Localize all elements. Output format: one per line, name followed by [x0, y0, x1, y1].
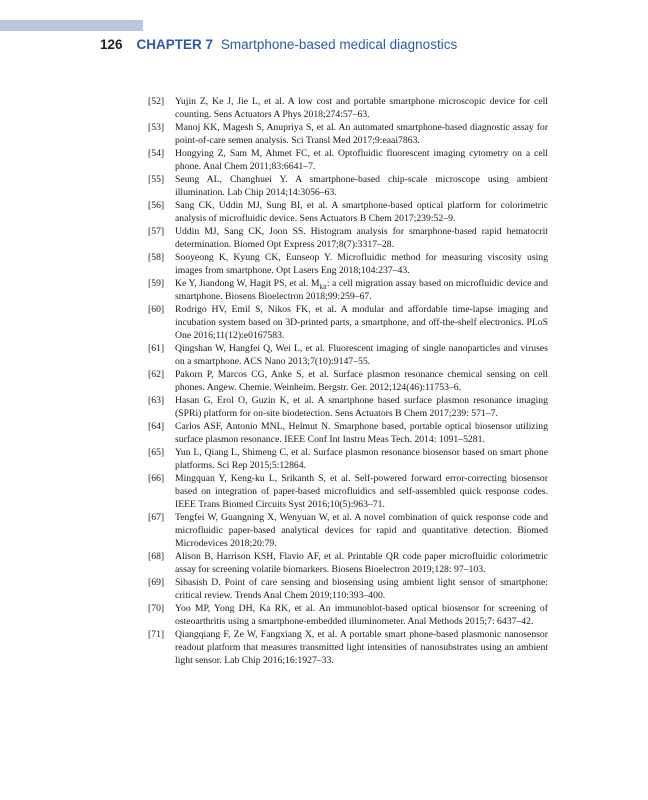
- reference-item: [148, 394, 548, 420]
- reference-item: [148, 550, 548, 576]
- reference-number: [58]: [148, 252, 165, 263]
- reference-text-part: Ke Y, Jiandong W, Hagit PS, et al. M: [175, 278, 320, 289]
- reference-number: [67]: [148, 512, 165, 523]
- reference-number: [62]: [148, 369, 165, 380]
- reference-text: Sang CK, Uddin MJ, Sung BI, et al. A smartphone-based optical platform for colorimetric analysis of microfluidic device. Sens Actuators B Chem 2017;239:52–9.: [175, 200, 548, 224]
- reference-text: Uddin MJ, Sang CK, Joon SS. Histogram analysis for smarphone-based rapid hematocrit determination. Biomed Opt Express 2017;8(7):3317–28.: [175, 226, 548, 250]
- header-accent-bar: [0, 20, 143, 31]
- reference-item: [148, 173, 548, 199]
- reference-number: [64]: [148, 421, 165, 432]
- reference-item: [148, 342, 548, 368]
- reference-item: [148, 472, 548, 511]
- reference-item: [148, 225, 548, 251]
- reference-text: Qingshan W, Hangfei Q, Wei L, et al. Fluorescent imaging of single nanoparticles and viruses on a smartphone. ACS Nano 2013;7(10):9147–55.: [175, 343, 548, 367]
- reference-text: Seung AL, Changhuei Y. A smartphone-based chip-scale microscope using ambient illumination. Lab Chip 2014;14:3056–63.: [175, 174, 548, 198]
- reference-text: Yujin Z, Ke J, Jie L, et al. A low cost and portable smartphone microscopic device for cell counting. Sens Actuators A Phys 2018;274:57–63.: [175, 96, 548, 120]
- reference-list: [148, 95, 548, 667]
- chapter-title: Smartphone-based medical diagnostics: [220, 37, 458, 52]
- page-number: 126: [100, 37, 123, 52]
- reference-text: Alison B, Harrison KSH, Flavio AF, et al. Printable QR code paper microfluidic colorimetric assay for screening volatile biomarkers. Biosens Bioelectron 2019;128: 97–103.: [175, 551, 548, 575]
- reference-item: [148, 420, 548, 446]
- reference-number: [69]: [148, 577, 165, 588]
- reference-item: [148, 446, 548, 472]
- running-header: [100, 36, 457, 56]
- reference-number: [66]: [148, 473, 165, 484]
- reference-text: Tengfei W, Guangning X, Wenyuan W, et al. A novel combination of quick response code and microfluidic paper-based analytical devices for rapid and quantitative detection. Biomed Microdevices 2018;20:79.: [175, 512, 548, 549]
- reference-number: [68]: [148, 551, 165, 562]
- reference-text: Sibasish D. Point of care sensing and biosensing using ambient light sensor of smartphone: critical review. Trends Anal Chem 2019;110:393–400.: [175, 577, 548, 601]
- reference-text: Yun L, Qiang L, Shimeng C, et al. Surface plasmon resonance biosensor based on smart phone platforms. Sci Rep 2015;5:12864.: [175, 447, 548, 471]
- reference-item: [148, 121, 548, 147]
- reference-number: [71]: [148, 629, 165, 640]
- reference-item: [148, 303, 548, 342]
- reference-number: [56]: [148, 200, 165, 211]
- reference-text: Rodrigo HV, Emil S, Nikos FK, et al. A modular and affordable time-lapse imaging and incubation system based on 3D-printed parts, a smartphone, and off-the-shelf electronics. PLoS One 2016;11(12):e0167583.: [175, 304, 548, 341]
- reference-number: [59]: [148, 278, 165, 289]
- reference-text: Carlos ASF, Antonio MNL, Helmut N. Smarphone based, portable optical biosensor utilizing surface plasmon resonance. IEEE Conf Int Instru Meas Tech. 2014: 1091–5281.: [175, 421, 548, 445]
- reference-number: [55]: [148, 174, 165, 185]
- chapter-label: CHAPTER 7: [136, 37, 214, 52]
- reference-text: Mingquan Y, Keng-ku L, Srikanth S, et al. Self-powered forward error-correcting biosensor based on integration of paper-based microfluidics and self-assembled quick response codes. IEEE Trans Biomed Circuits Syst 2016;10(5):963–71.: [175, 473, 548, 510]
- reference-number: [65]: [148, 447, 165, 458]
- reference-item: [148, 95, 548, 121]
- reference-number: [63]: [148, 395, 165, 406]
- reference-text: Pakorn P, Marcos CG, Anke S, et al. Surface plasmon resonance chemical sensing on cell phones. Angew. Chemie. Weinheim. Bergstr. Ger. 2012;124(46):11753–6.: [175, 369, 548, 393]
- reference-number: [70]: [148, 603, 165, 614]
- reference-number: [57]: [148, 226, 165, 237]
- reference-item: [148, 368, 548, 394]
- reference-item: [148, 251, 548, 277]
- reference-text: [175, 277, 548, 303]
- reference-number: [54]: [148, 148, 165, 159]
- reference-number: [52]: [148, 96, 165, 107]
- reference-number: [53]: [148, 122, 165, 133]
- reference-item: [148, 602, 548, 628]
- reference-text: Hasan G, Erol O, Guzin K, et al. A smartphone based surface plasmon resonance imaging (SPRi) platform for on-site biodetection. Sens Actuators B Chem 2017;239: 571–7.: [175, 395, 548, 419]
- reference-item: [148, 576, 548, 602]
- reference-text: Manoj KK, Magesh S, Anupriya S, et al. An automated smartphone-based diagnostic assay for point-of-care semen analysis. Sci Transl Med 2017;9:eaai7863.: [175, 122, 548, 146]
- reference-text: Sooyeong K, Kyung CK, Eunseop Y. Microfluidic method for measuring viscosity using images from smartphone. Opt Lasers Eng 2018;104:237–43.: [175, 252, 548, 276]
- reference-item: [148, 511, 548, 550]
- reference-subscript: kit: [319, 282, 327, 291]
- reference-text: Qiangqiang F, Ze W, Fangxiang X, et al. A portable smart phone-based plasmonic nanosensor readout platform that measures transmitted light intensities of nanosubstrates using an ambient light sensor. Lab Chip 2016;16:1927–33.: [175, 629, 548, 666]
- reference-text: Hongying Z, Sam M, Ahmet FC, et al. Optofluidic fluorescent imaging cytometry on a cell phone. Anal Chem 2011;83:6641–7.: [175, 148, 548, 172]
- reference-text: Yoo MP, Yong DH, Ka RK, et al. An immunoblot-based optical biosensor for screening of osteoarthritis using a smartphone-embedded illuminometer. Anal Methods 2015;7: 6437–42.: [175, 603, 548, 627]
- reference-number: [61]: [148, 343, 165, 354]
- reference-item: [148, 147, 548, 173]
- reference-item: [148, 199, 548, 225]
- reference-number: [60]: [148, 304, 165, 315]
- reference-text-part: : a cell migration assay based on microfluidic device and smartphone. Biosens Bioelectron 2018;99:259–67.: [175, 278, 548, 302]
- reference-item: [148, 628, 548, 667]
- reference-item: [148, 277, 548, 303]
